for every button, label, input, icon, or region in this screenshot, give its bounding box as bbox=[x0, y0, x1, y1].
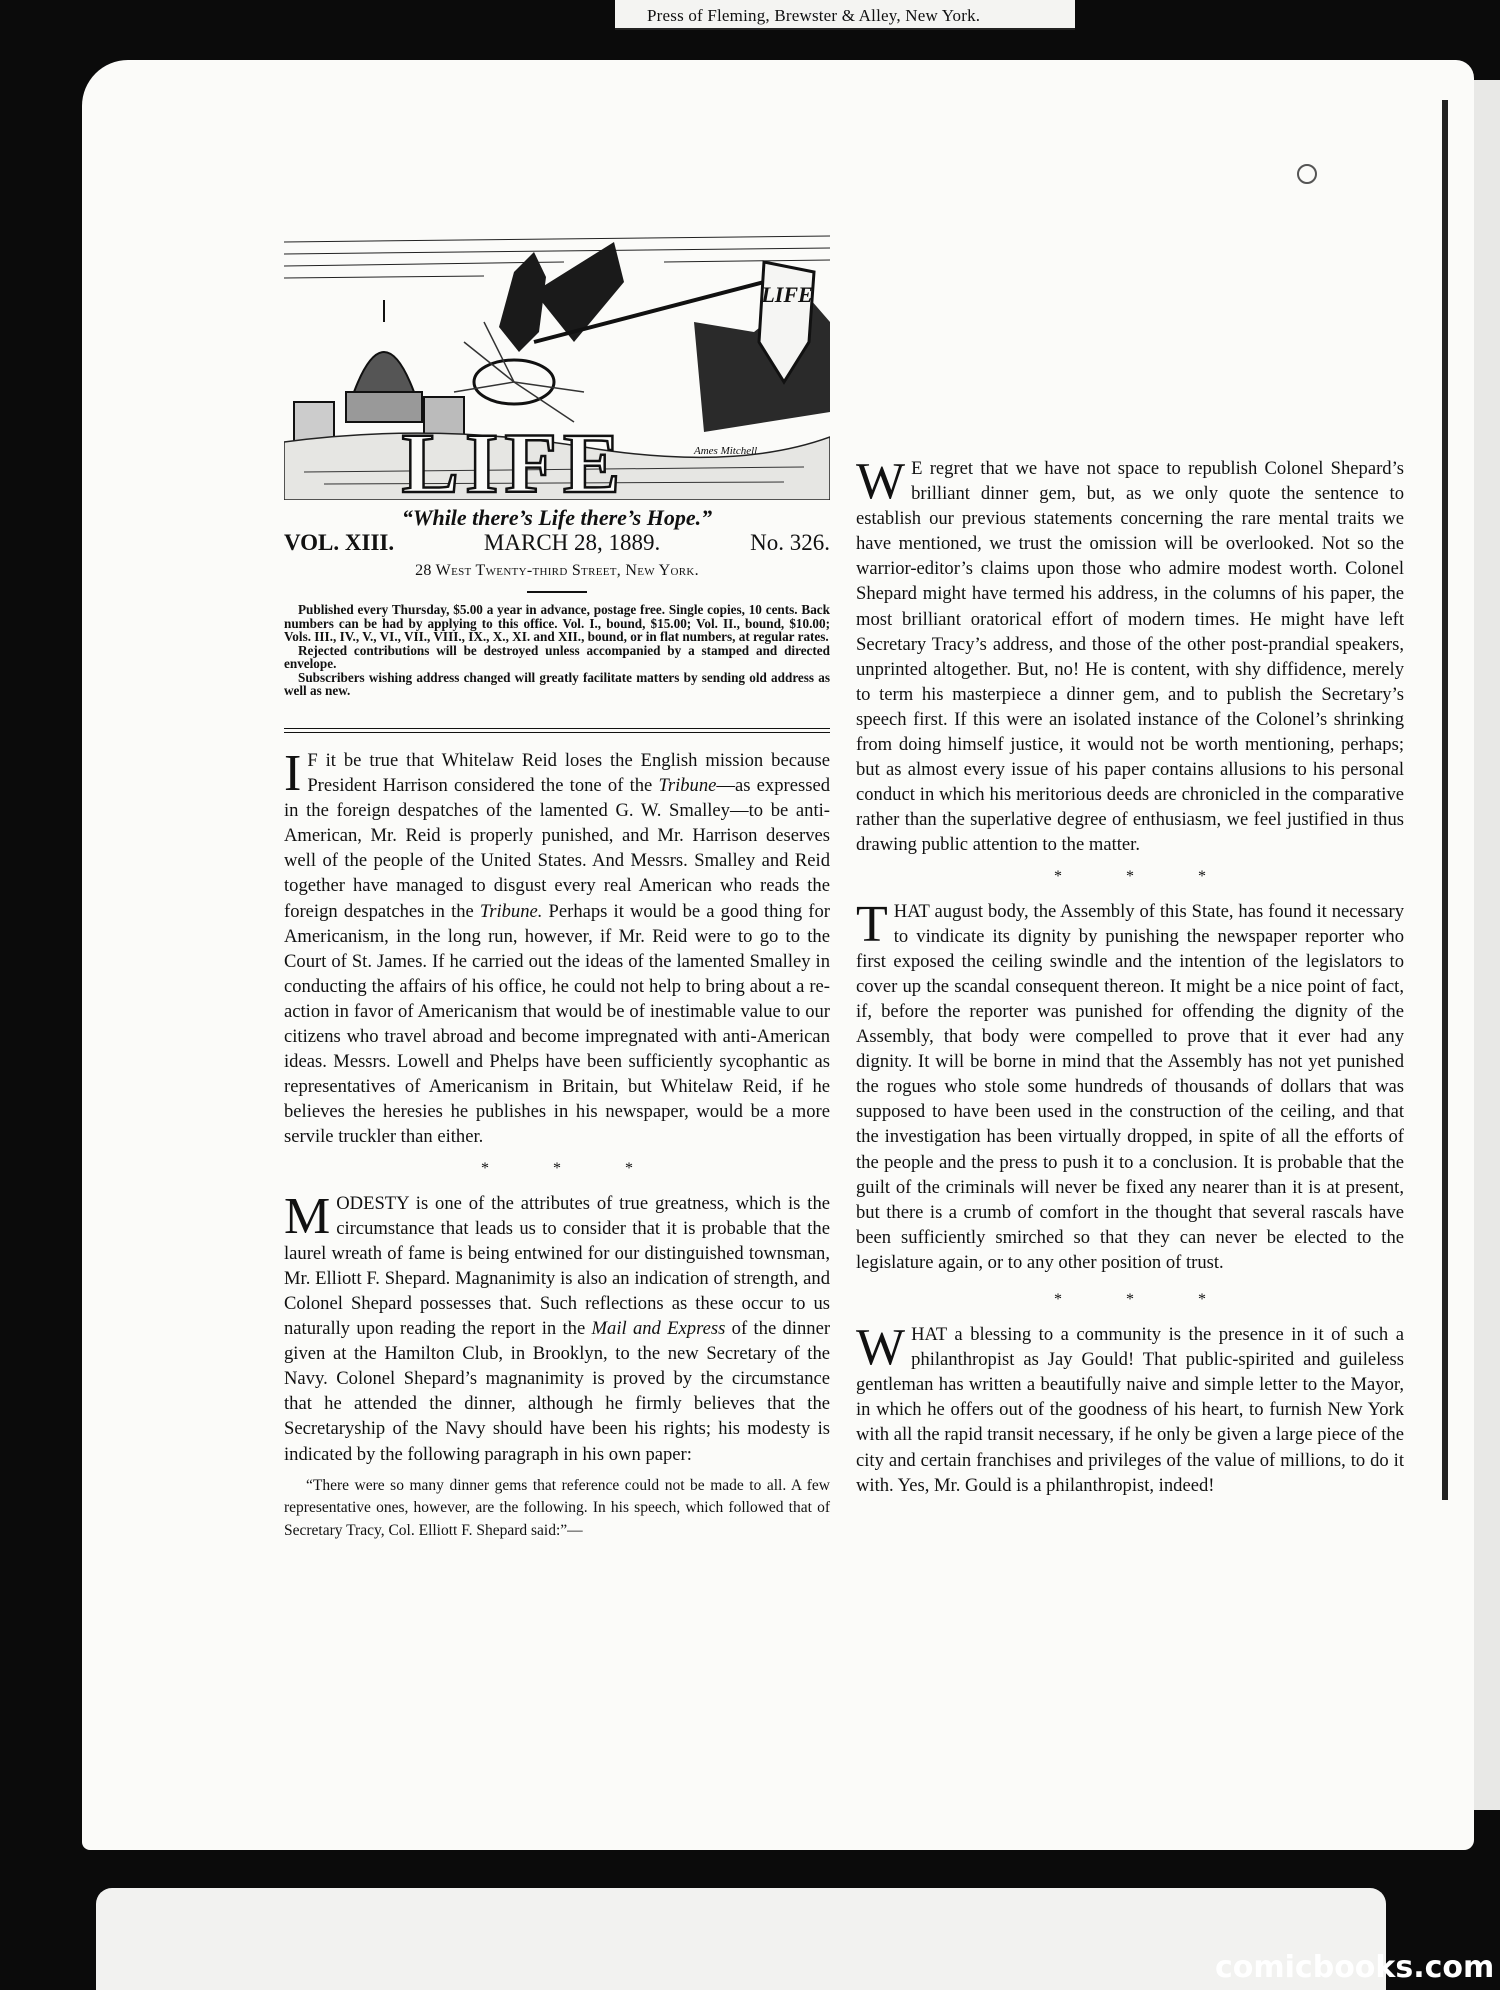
short-rule bbox=[527, 591, 587, 593]
dropcap: W bbox=[856, 1319, 906, 1377]
right-column bbox=[856, 453, 1404, 1498]
dropcap: T bbox=[856, 895, 888, 953]
dropcap: W bbox=[856, 453, 906, 510]
binding-hole bbox=[1297, 164, 1317, 184]
italic-text: Tribune bbox=[658, 775, 717, 797]
rejected-contributions-note: Rejected contributions will be destroyed unless accompanied by a stamped and directed envelope. bbox=[284, 642, 830, 671]
dropcap: M bbox=[284, 1187, 331, 1245]
left-column bbox=[284, 745, 831, 1542]
volume-number: VOL. XIII. bbox=[284, 530, 395, 555]
article-modesty bbox=[284, 1187, 831, 1467]
top-page-strip bbox=[615, 0, 1075, 30]
publication-terms: Published every Thursday, $5.00 a year in advance, postage free. Single copies, 10 cents. Back numbers can be had by applying to this office. Vol. I., bound, $15.00; Vol. II., bound, $10.00; Vols. III., IV., V., VI., VII., VIII., IX., X., XI. and XII., bound, or in flat numbers, at regular rates. bbox=[284, 602, 830, 644]
article-assembly bbox=[856, 895, 1404, 1275]
quoted-paragraph: “There were so many dinner gems that reference could not be made to all. A few representative ones, however, are the following. In his speech, which followed that of Secretary Tracy, Col. Elliott F. Shepard said:”— bbox=[284, 1476, 830, 1539]
site-watermark: comicbooks.com bbox=[1215, 1950, 1495, 1985]
masthead-title: LIFE bbox=[401, 415, 627, 500]
address-change-note: Subscribers wishing address changed will greatly facilitate matters by sending old address as well as new. bbox=[284, 669, 830, 698]
office-address: 28 West Twenty-third Street, New York. bbox=[415, 562, 699, 579]
double-rule bbox=[284, 728, 830, 733]
italic-text: Mail and Express bbox=[591, 1318, 726, 1340]
publication-info bbox=[284, 603, 830, 698]
article-text: F it be true that Whitelaw Reid loses the English mission because President Harrison considered the tone of the bbox=[307, 750, 830, 797]
article-text: E regret that we have not space to republish Colonel Shepard’s brilliant dinner gem, but, as we only quote the sentence to establish our previous statements concerning the rare mental traits we have mentioned, we trust the omission will be overlooked. Not so the warrior-editor’s claims upon those who admire modest worth. Colonel Shepard might have termed his address, in the columns of his paper, the most brilliant oratorical effort of modern times. He might have left Secretary Tracy’s address, and those of the other post-prandial speakers, unprinted altogether. But, no! He is content, with shy diffidence, merely to term his masterpiece a dinner gem, and to publish the Secretary’s speech first. If this were an isolated instance of the Colonel’s shrinking from doing himself justice, it would not be worth mentioning, perhaps; but as almost every issue of his paper contains allusions to his personal conduct in which his meritorious deeds are chronicled in the comparative rather than the superlative degree of enthusiasm, we feel justified in thus drawing public attention to the matter. bbox=[856, 458, 1404, 856]
article-text: —as expressed in the foreign despatches of the lamented G. W. Smalley—to be anti-American, Mr. Reid is properly punished, and Mr. Harrison deserves well of the people of the United States. And Messrs. Smalley and Reid together have managed to disgust every real American who reads the foreign despatches in the bbox=[284, 775, 830, 922]
section-separator: * * * bbox=[1054, 867, 1236, 885]
article-text: of the dinner given at the Hamilton Club, in Brooklyn, to the new Secretary of the Navy. Colonel Shepard’s magnanimity is proved by the circumstance that he attended the dinner, although he firmly believes that the Secretaryship of the Navy should have been his rights; his modesty is indicated by the following paragraph in his own paper: bbox=[284, 1318, 831, 1465]
issue-line bbox=[284, 530, 830, 556]
shield-text: LIFE bbox=[761, 282, 813, 307]
article-text: HAT a blessing to a community is the presence in it of such a philanthropist as Jay Gould! That public-spirited and guileless gentleman has written a beautifully naive and simple letter to the Mayor, in which he offers out of the goodness of his heart, to furnish New York with all the rapid transit necessary, if he only be given a large piece of the city and certain franchises and privileges of the value of millions, to do it with. Yes, Mr. Gould is a philanthropist, indeed! bbox=[856, 1324, 1404, 1496]
article-text: HAT august body, the Assembly of this State, has found it necessary to vindicate its dignity by punishing the newspaper reporter who first exposed the ceiling swindle and the intention of the legislators to cover up the scandal consequent thereon. It might be a nice point of fact, if, before the reporter was punished for offending the dignity of the Assembly, that body were compelled to prove that it ever had any dignity. It will be borne in mind that the Assembly has not yet punished the rogues who stole some hundreds of thousands of dollars that was supposed to have been used in the construction of the ceiling, and that the investigation has been virtually dropped, in spite of all the efforts of the people and the press to push it to a conclusion. It is probable that the guilt of the criminals will never be fixed any nearer than it is at present, but there is a crumb of comfort in the thought that several rascals have been sufficiently smirched so that they can never be elected to the legislature again, or to any other position of trust. bbox=[856, 900, 1404, 1273]
dropcap: I bbox=[284, 745, 302, 802]
printer-imprint: Press of Fleming, Brewster & Alley, New York. bbox=[647, 6, 981, 25]
article-text: ODESTY is one of the attributes of true greatness, which is the circumstance that leads us to consider that it is probable that the laurel wreath of fame is being entwined for our distinguished townsman, Mr. Elliott F. Shepard. Magnanimity is also an indication of strength, and Colonel Shepard possesses that. Such reflections as these occur to us naturally upon reading the report in the bbox=[284, 1192, 830, 1340]
article-jay-gould bbox=[856, 1319, 1404, 1498]
article-whitelaw-reid bbox=[284, 745, 830, 1150]
page-spine-line bbox=[1442, 100, 1448, 1500]
artist-signature: Ames Mitchell bbox=[694, 445, 758, 457]
masthead-illustration bbox=[284, 232, 830, 500]
section-separator: * * * bbox=[481, 1159, 663, 1177]
article-dinner-gem bbox=[856, 453, 1404, 858]
masthead-drawing bbox=[284, 232, 830, 500]
issue-date: MARCH 28, 1889. bbox=[483, 530, 661, 555]
issue-number: No. 326. bbox=[750, 530, 830, 555]
italic-text: Tribune. bbox=[479, 900, 543, 922]
next-page-edge bbox=[96, 1888, 1386, 1990]
section-separator: * * * bbox=[1054, 1291, 1236, 1308]
masthead-motto: “While there’s Life there’s Hope.” bbox=[401, 505, 713, 530]
article-text: Perhaps it would be a good thing for Americanism, in the long run, however, if Mr. Reid were to go to the Court of St. James. If he carried out the ideas of the lamented Smalley in conducting the affairs of his office, he could not help to bring about a re-action in favor of Americanism that would be of inestimable value to our citizens who travel abroad and become impregnated with anti-American ideas. Messrs. Lowell and Phelps have been sufficiently sycophantic as representatives of Americanism in Britain, but Whitelaw Reid, if he believes the heresies he publishes in his newspaper, would be a more servile truckler than either. bbox=[284, 900, 830, 1148]
